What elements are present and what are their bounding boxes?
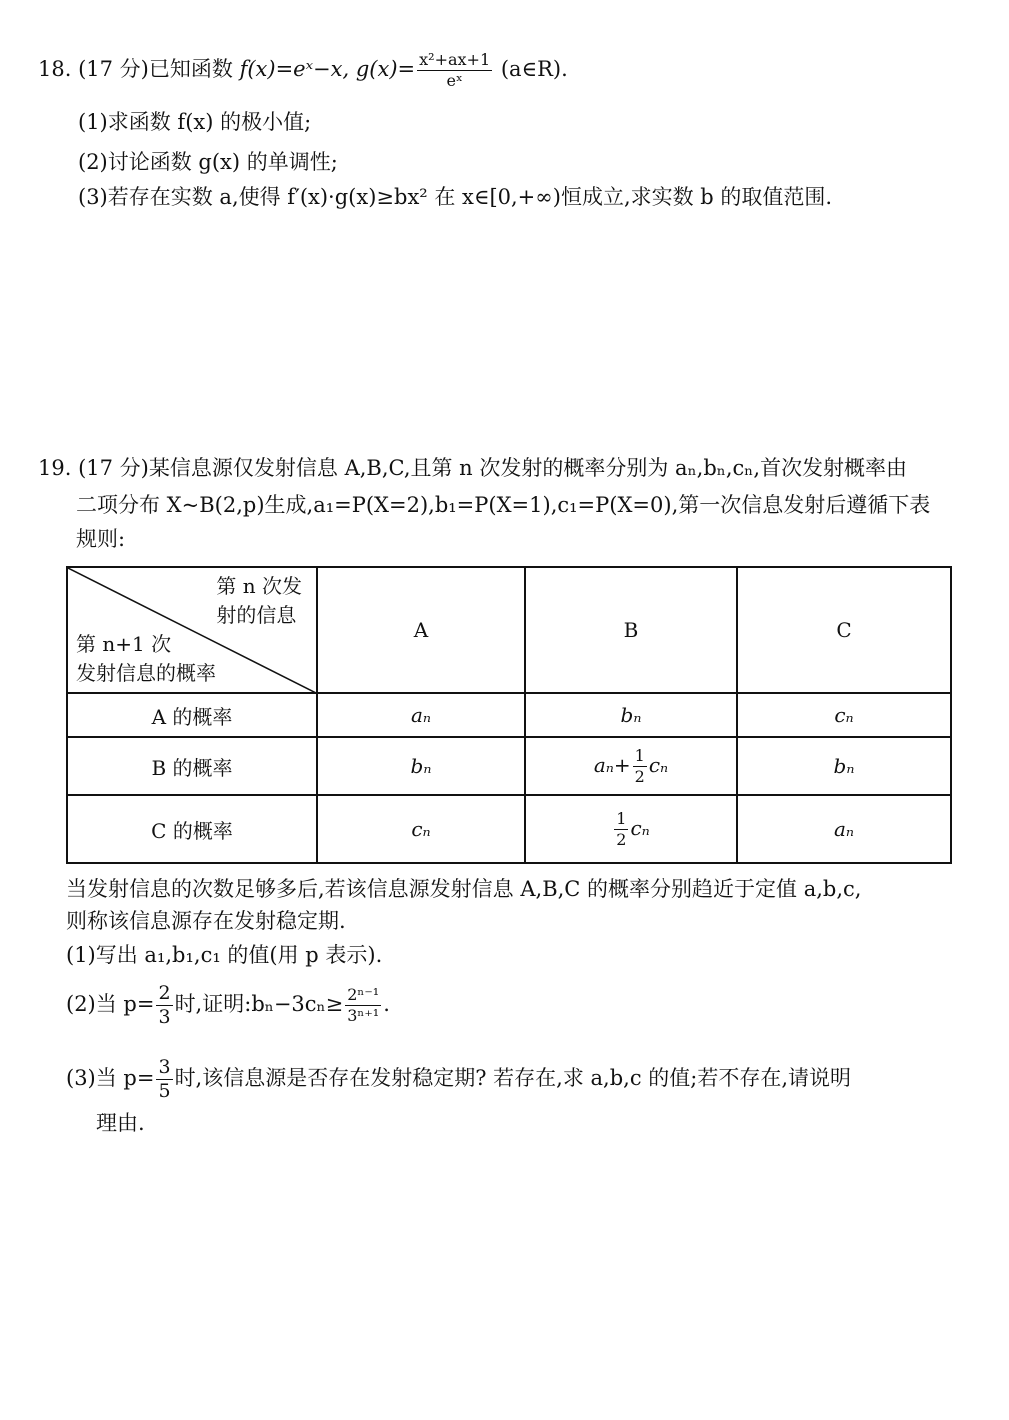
corner-top-line1: 第 n 次发 [216, 574, 302, 598]
row-label-a: A 的概率 [67, 693, 317, 737]
q19-part3 [66, 1058, 851, 1101]
cell-a-b: bₙ [525, 693, 737, 737]
q18-part1: (1)求函数 f(x) 的极小值; [78, 110, 312, 134]
q19-stem-line1 [38, 453, 907, 483]
cell-b-b [525, 737, 737, 795]
cell-c-b-suffix: cₙ [630, 815, 650, 840]
q18-condition: (a∈R). [500, 57, 568, 81]
cell-a-a: aₙ [317, 693, 525, 737]
q19-part2-rhs-fraction: $\frac{\text{2ⁿ⁻¹}}{\text{3ⁿ⁺¹}}$ [347, 985, 380, 1025]
table-header-row [67, 567, 951, 693]
corner-bottom-line1: 第 n+1 次 [76, 632, 172, 656]
q18-g-denominator: eˣ [446, 71, 463, 90]
cell-b-b-prefix: aₙ+ [593, 752, 631, 777]
q19-part2-prefix: (2)当 p= [66, 992, 155, 1016]
q19-part2-end: . [383, 992, 390, 1016]
corner-top-label [216, 572, 302, 630]
table-corner-cell [67, 567, 317, 693]
corner-top-line2: 射的信息 [216, 603, 297, 627]
q19-stem-line3: 规则: [76, 527, 126, 551]
row-label-c: C 的概率 [67, 795, 317, 863]
q19-part3-p-fraction: $\frac{3}{5}$ [158, 1056, 171, 1102]
row-label-b: B 的概率 [67, 737, 317, 795]
cell-c-b-half: $\frac{1}{2}$ [616, 808, 627, 849]
q19-after-line2: 则称该信息源存在发射稳定期. [66, 909, 346, 933]
table-row-a [67, 693, 951, 737]
q19-part3-prefix: (3)当 p= [66, 1066, 155, 1090]
q18-part2: (2)讨论函数 g(x) 的单调性; [78, 150, 338, 174]
corner-bottom-label [76, 630, 216, 688]
q18-points: (17 分) [78, 57, 149, 81]
cell-b-c: bₙ [737, 737, 951, 795]
cell-c-c: aₙ [737, 795, 951, 863]
q19-stem-line2: 二项分布 X~B(2,p)生成,a₁=P(X=2),b₁=P(X=1),c₁=P(X=0),第一次信息发射后遵循下表 [76, 493, 931, 517]
q19-part2 [66, 984, 390, 1027]
cell-c-a: cₙ [317, 795, 525, 863]
q19-points: (17 分) [78, 456, 149, 480]
col-header-a: A [317, 567, 525, 693]
q19-part3-text: 时,该信息源是否存在发射稳定期? 若存在,求 a,b,c 的值;若不存在,请说明 [174, 1066, 852, 1090]
q18-part3: (3)若存在实数 a,使得 f′(x)·g(x)≥bx² 在 x∈[0,+∞)恒成立,求实数 b 的取值范围. [78, 185, 833, 209]
q18-number: 18. [38, 57, 72, 81]
q18-g-lhs: g(x)= [355, 57, 416, 81]
q19-after-line1: 当发射信息的次数足够多后,若该信息源发射信息 A,B,C 的概率分别趋近于定值 a,b,c, [66, 877, 862, 901]
transition-table [66, 566, 952, 864]
q19-part3-line2: 理由. [96, 1111, 145, 1135]
q19-part2-p-fraction: $\frac{2}{3}$ [158, 982, 171, 1028]
q18-g-fraction [417, 52, 492, 89]
q18-intro: 已知函数 [148, 57, 233, 81]
col-header-c: C [737, 567, 951, 693]
q18-f-def: f(x)=eˣ−x, [239, 57, 350, 81]
q19-line1-text: 某信息源仅发射信息 A,B,C,且第 n 次发射的概率分别为 aₙ,bₙ,cₙ,首次发射概率由 [148, 456, 908, 480]
cell-a-c: cₙ [737, 693, 951, 737]
table-row-c [67, 795, 951, 863]
q19-number: 19. [38, 456, 72, 480]
cell-b-b-half: $\frac{1}{2}$ [634, 745, 645, 786]
q19-part2-mid: 时,证明:bₙ−3cₙ≥ [174, 992, 344, 1016]
cell-b-a: bₙ [317, 737, 525, 795]
corner-bottom-line2: 发射信息的概率 [76, 661, 216, 685]
cell-c-b [525, 795, 737, 863]
q18-g-numerator: x²+ax+1 [419, 50, 491, 69]
col-header-b: B [525, 567, 737, 693]
q18-stem [38, 52, 568, 89]
q19-part1: (1)写出 a₁,b₁,c₁ 的值(用 p 表示). [66, 943, 383, 967]
cell-b-b-suffix: cₙ [648, 752, 669, 777]
table-row-b [67, 737, 951, 795]
